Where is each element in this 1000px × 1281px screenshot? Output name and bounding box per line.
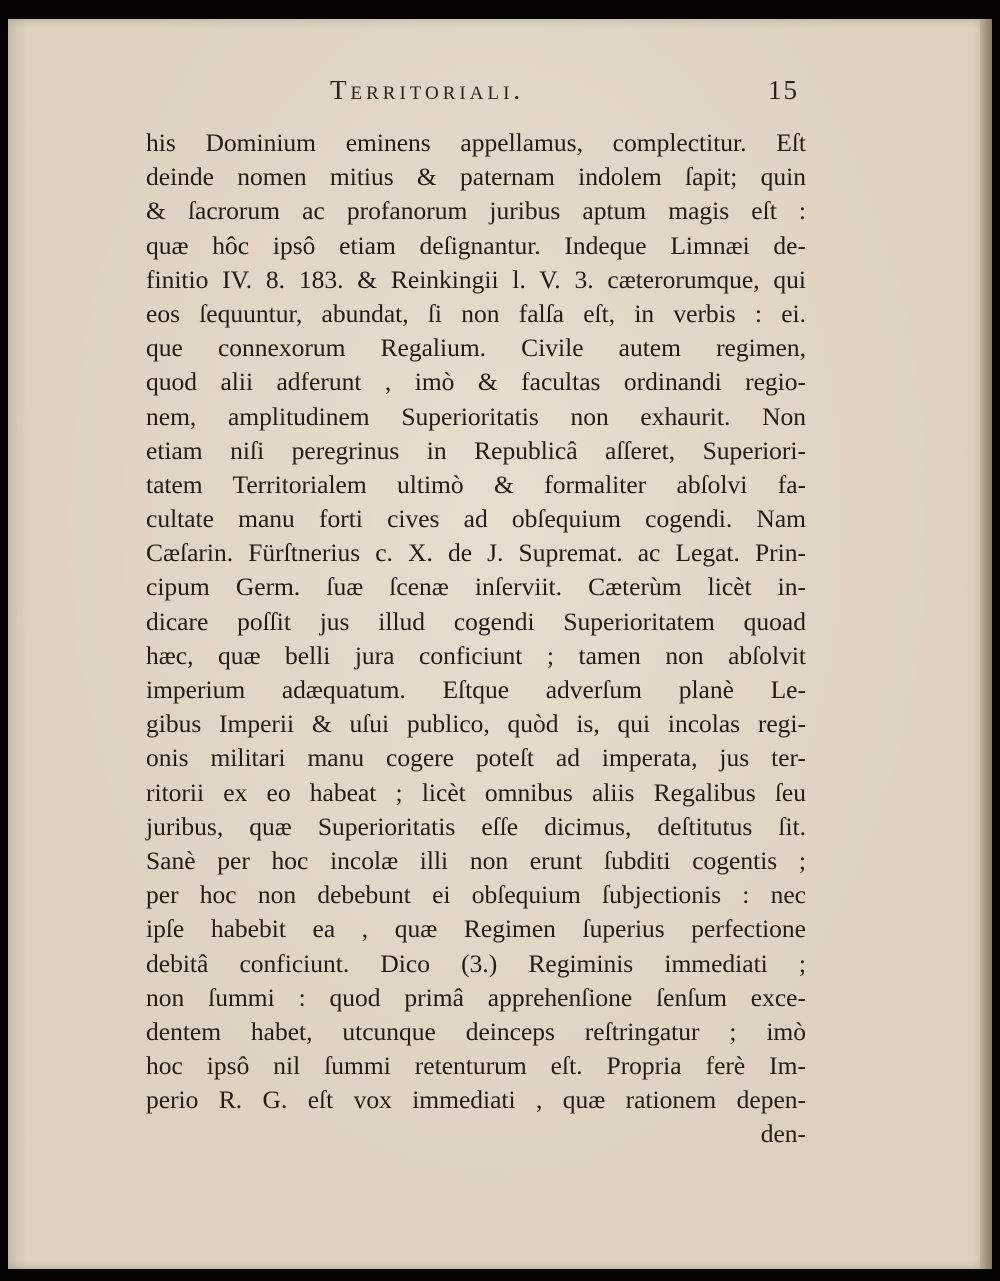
text-line: cultate manu forti cives ad obſequium cogendi. Nam: [146, 504, 806, 534]
text-line: quæ hôc ipsô etiam deſignantur. Indeque Limnæi de-: [146, 230, 806, 260]
text-line: Sanè per hoc incolæ illi non erunt ſubditi cogentis ;: [146, 845, 806, 875]
text-line: tatem Territorialem ultimò & formaliter abſolvi fa-: [146, 469, 806, 499]
text-line: que connexorum Regalium. Civile autem regimen,: [146, 333, 806, 363]
catchword: den-: [760, 1119, 806, 1149]
text-line: finitio IV. 8. 183. & Reinkingii l. V. 3. cæterorumque, qui: [146, 264, 806, 294]
text-line: hoc ipsô nil ſummi retenturum eſt. Propria ferè Im-: [146, 1051, 806, 1081]
text-line: imperium adæquatum. Eſtque adverſum planè Le-: [146, 675, 806, 704]
text-line: & ſacrorum ac profanorum juribus aptum magis eſt :: [146, 196, 806, 226]
text-line: per hoc non debebunt ei obſequium ſubjectionis : nec: [146, 880, 806, 910]
text-line: quod alii adferunt , imò & facultas ordinandi regio-: [146, 367, 806, 397]
text-line: onis militari manu cogere poteſt ad imperata, jus ter-: [146, 743, 806, 773]
text-line: perio R. G. eſt vox immediati , quæ rationem depen-: [146, 1085, 806, 1115]
text-line: nem, amplitudinem Superioritatis non exhaurit. Non: [146, 401, 806, 431]
text-line: cipum Germ. ſuæ ſcenæ inſerviit. Cæterùm licèt in-: [146, 572, 806, 602]
text-line: hæc, quæ belli jura conficiunt ; tamen non abſolvit: [146, 640, 806, 670]
text-line: debitâ conficiunt. Dico (3.) Regiminis immediati ;: [146, 948, 806, 978]
text-line: dentem habet, utcunque deinceps reſtringatur ; imò: [146, 1016, 806, 1046]
text-line: juribus, quæ Superioritatis eſſe dicimus, deſtitutus ſit.: [146, 811, 806, 841]
text-line: gibus Imperii & uſui publico, quòd is, qui incolas regi-: [146, 709, 806, 739]
text-line: non ſummi : quod primâ apprehenſione ſenſum exce-: [146, 982, 806, 1012]
text-line: ritorii ex eo habeat ; licèt omnibus aliis Regalibus ſeu: [146, 777, 806, 807]
page-header: [0, 75, 1000, 115]
text-line: his Dominium eminens appellamus, complectitur. Eſt: [146, 128, 806, 157]
text-line: ipſe habebit ea , quæ Regimen ſuperius perfectione: [146, 914, 806, 944]
page-number: 15: [768, 75, 799, 105]
page-edge: [980, 19, 992, 1269]
body-text: [146, 126, 806, 1152]
text-line: deinde nomen mitius & paternam indolem ſapit; quin: [146, 162, 806, 192]
text-line: etiam niſi peregrinus in Republicâ aſſeret, Superiori-: [146, 435, 806, 465]
running-title: Territoriali.: [330, 75, 525, 105]
text-line: dicare poſſit jus illud cogendi Superioritatem quoad: [146, 606, 806, 636]
text-line: eos ſequuntur, abundat, ſi non falſa eſt, in verbis : ei.: [146, 298, 806, 328]
text-line: Cæſarin. Fürſtnerius c. X. de J. Supremat. ac Legat. Prin-: [146, 538, 806, 568]
